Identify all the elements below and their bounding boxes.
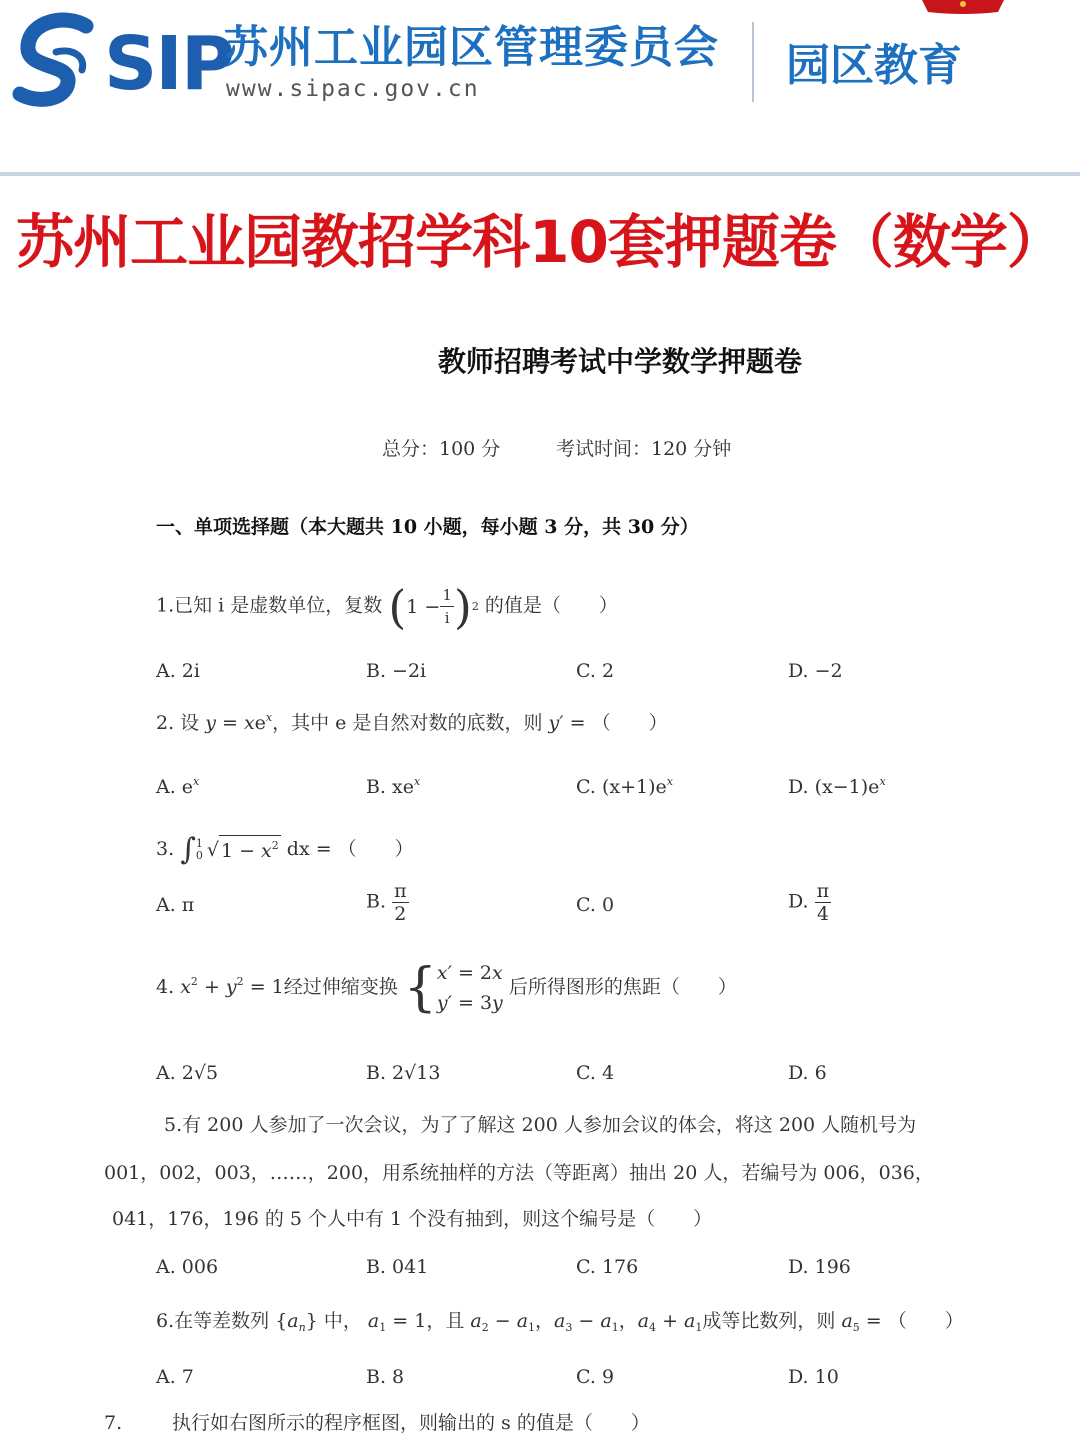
q1-formula: ( 1 − $\frac{1}{i}$ ) 2 bbox=[388, 579, 479, 634]
question-6 bbox=[156, 1306, 964, 1336]
q6-sequence: $\{a_n\}$ bbox=[275, 1310, 318, 1334]
q3-number: 3. bbox=[156, 838, 175, 860]
q3-tail: dx = （ ） bbox=[286, 838, 414, 860]
q6-option-c[interactable]: C. 9 bbox=[576, 1366, 615, 1388]
q3-option-a[interactable]: A. π bbox=[156, 894, 195, 916]
q3-option-b[interactable] bbox=[366, 880, 409, 925]
q5-line-2: 001，002，003，……，200，用系统抽样的方法（等距离）抽出 20 人，若编号为 006，036， bbox=[104, 1162, 934, 1184]
q1-option-b[interactable]: B. −2i bbox=[366, 660, 427, 682]
q5-option-c[interactable]: C. 176 bbox=[576, 1256, 639, 1278]
q4-tail: 后所得图形的焦距（ ） bbox=[508, 976, 737, 998]
q2-option-c[interactable]: C. $(x+1)e^x$ bbox=[576, 775, 673, 798]
q3-option-b-text: B. bbox=[366, 890, 387, 913]
q6-stem: 6.在等差数列 bbox=[156, 1310, 270, 1332]
q5-line-1: 5.有 200 人参加了一次会议，为了了解这 200 人参加会议的体会，将这 200 人随机号为 bbox=[164, 1114, 917, 1136]
q5-line-3: 041，176，196 的 5 个人中有 1 个没有抽到，则这个编号是（ ） bbox=[112, 1208, 713, 1230]
header-banner bbox=[0, 0, 1080, 178]
q6-option-b[interactable]: B. 8 bbox=[366, 1366, 405, 1388]
q2-formula: $y = xe^x$ bbox=[205, 711, 273, 734]
logo-text: SIP bbox=[104, 21, 234, 107]
q2-option-b[interactable]: B. $xe^x$ bbox=[366, 775, 421, 798]
q1-tail: 的值是（ ） bbox=[484, 594, 618, 617]
q5-option-a[interactable]: A. 006 bbox=[156, 1256, 219, 1278]
q6-mid: 中， bbox=[323, 1310, 362, 1332]
q2-option-c-text: C. (x+1)e bbox=[576, 776, 667, 798]
q5-option-d[interactable]: D. 196 bbox=[788, 1256, 851, 1278]
q2-option-d[interactable]: D. $(x-1)e^x$ bbox=[788, 775, 886, 798]
q3-option-d[interactable] bbox=[788, 880, 831, 925]
q1-stem: 1.已知 i 是虚数单位，复数 bbox=[156, 594, 383, 617]
q4-option-d[interactable]: D. 6 bbox=[788, 1062, 827, 1084]
q2-option-b-text: B. xe bbox=[366, 776, 415, 798]
q7-text: 执行如右图所示的程序框图，则输出的 s 的值是（ ） bbox=[172, 1412, 650, 1434]
national-emblem-icon bbox=[918, 0, 1008, 14]
headline: 苏州工业园教招学科10套押题卷（数学） bbox=[16, 208, 1064, 276]
q4-transform-system: { x′ = 2x y′ = 3y bbox=[403, 958, 503, 1018]
q6-option-d[interactable]: D. 10 bbox=[788, 1366, 839, 1388]
q4-number: 4. bbox=[156, 976, 175, 998]
q3-integral: ∫ 1 0 √ $1 - x^2$ bbox=[180, 832, 279, 867]
q2-option-a-text: A. e bbox=[156, 776, 194, 798]
section-label[interactable]: 园区教育 bbox=[786, 40, 962, 91]
q4-stem: = 1经过伸缩变换 bbox=[249, 976, 398, 998]
question-3 bbox=[156, 834, 414, 866]
q5-option-b[interactable]: B. 041 bbox=[366, 1256, 429, 1278]
q3-option-c[interactable]: C. 0 bbox=[576, 894, 615, 916]
question-4 bbox=[156, 958, 737, 1018]
header-divider-line bbox=[0, 172, 1080, 176]
q3-option-d-text: D. bbox=[788, 890, 809, 913]
header-divider bbox=[752, 22, 754, 102]
q6-condition: $a_1 = 1$，且 $a_2 - a_1$，$a_3 - a_1$，$a_4 + a_1$ bbox=[367, 1310, 703, 1334]
org-name: 苏州工业园区管理委员会 bbox=[224, 22, 719, 73]
q2-option-d-text: D. (x−1)e bbox=[788, 776, 880, 798]
q1-option-c[interactable]: C. 2 bbox=[576, 660, 615, 682]
q7-number: 7. bbox=[104, 1412, 123, 1434]
q4-option-b[interactable]: B. 2√13 bbox=[366, 1062, 441, 1084]
q2-tail: （ ） bbox=[591, 712, 668, 734]
sip-logo-icon bbox=[12, 12, 100, 112]
q4-option-c[interactable]: C. 4 bbox=[576, 1062, 615, 1084]
q4-option-a[interactable]: A. 2√5 bbox=[156, 1062, 219, 1084]
paper-title: 教师招聘考试中学数学押题卷 bbox=[437, 345, 802, 378]
q3-option-d-fraction: $\frac{\pi}{4}$ bbox=[816, 880, 830, 925]
q3-option-b-fraction: $\frac{\pi}{2}$ bbox=[394, 880, 407, 925]
question-1 bbox=[156, 579, 618, 634]
q6-end: （ ） bbox=[887, 1310, 964, 1332]
exam-time: 考试时间：120 分钟 bbox=[556, 438, 732, 460]
q6-option-a[interactable]: A. 7 bbox=[156, 1366, 194, 1388]
section-title: 一、单项选择题（本大题共 10 小题，每小题 3 分，共 30 分） bbox=[156, 516, 699, 538]
org-url[interactable]: www.sipac.gov.cn bbox=[226, 76, 480, 102]
q6-target: $a_5$ = bbox=[841, 1310, 882, 1334]
question-2 bbox=[156, 708, 668, 738]
q2-option-a[interactable]: A. $e^x$ bbox=[156, 775, 200, 798]
q1-option-d[interactable]: D. −2 bbox=[788, 660, 843, 682]
q6-tail: 成等比数列，则 bbox=[702, 1310, 836, 1332]
q1-option-a[interactable]: A. 2i bbox=[156, 660, 200, 682]
total-score: 总分：100 分 bbox=[382, 438, 501, 460]
q4-equation: $x^2 + y^2$ bbox=[180, 975, 244, 998]
q2-derivative: y′ = bbox=[548, 712, 586, 734]
q2-mid: ，其中 e 是自然对数的底数，则 bbox=[272, 712, 543, 734]
q2-stem: 2. 设 bbox=[156, 712, 200, 734]
